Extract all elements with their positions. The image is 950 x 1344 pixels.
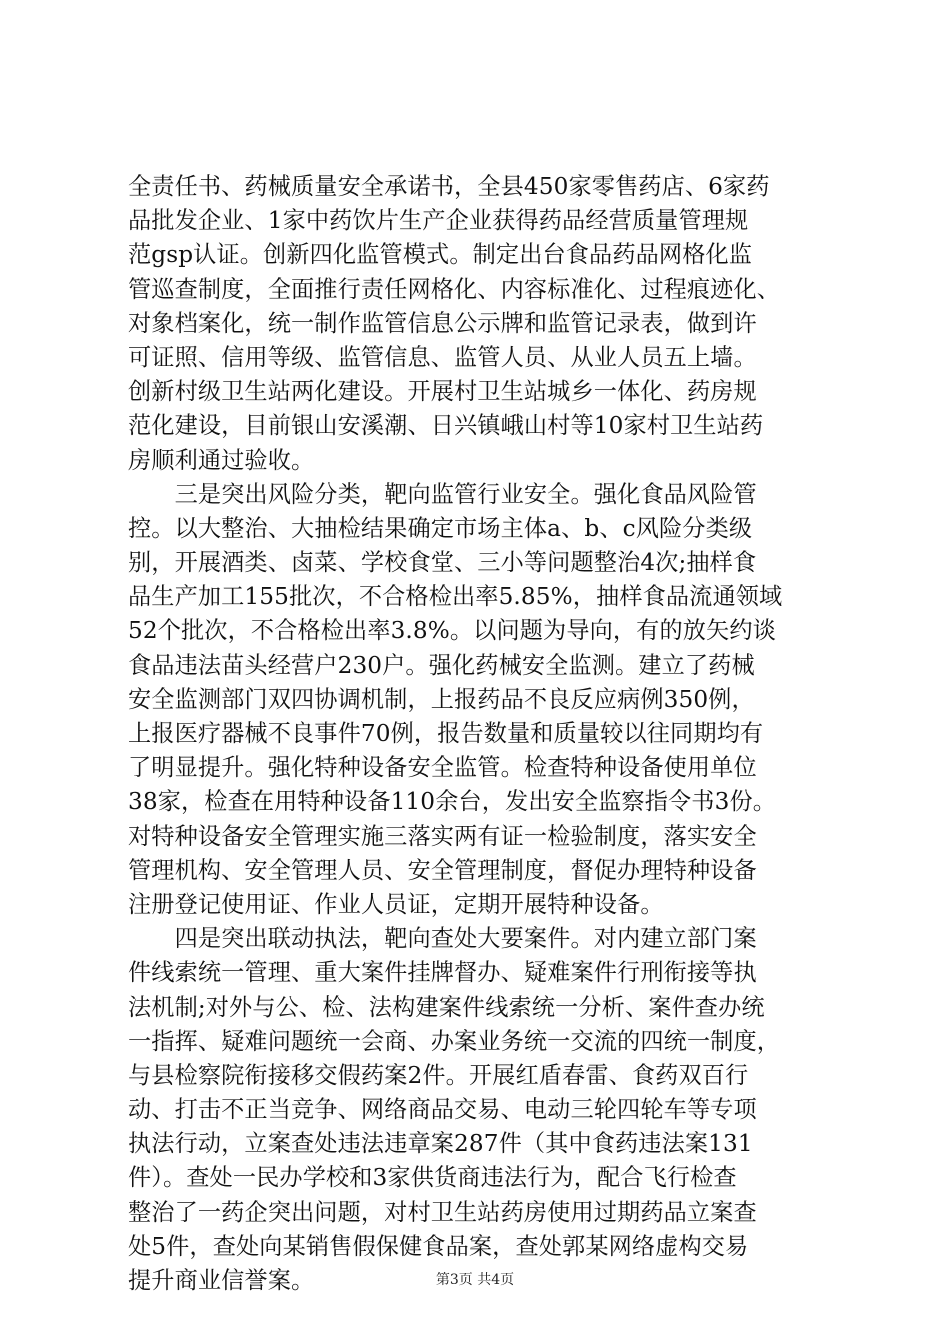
text-line: 与县检察院衔接移交假药案2件。开展红盾春雷、食药双百行 — [128, 1061, 749, 1089]
text-line: 动、打击不正当竞争、网络商品交易、电动三轮四轮车等专项 — [128, 1096, 757, 1124]
text-line: 食品违法苗头经营户230户。强化药械安全监测。建立了药械 — [128, 651, 755, 679]
text-line: 安全监测部门双四协调机制，上报药品不良反应病例350例， — [128, 685, 755, 713]
body-text — [128, 170, 828, 1298]
text-line: 范化建设，目前银山安溪潮、日兴镇峨山村等10家村卫生站药 — [128, 412, 764, 440]
text-line: 了明显提升。强化特种设备安全监管。检查特种设备使用单位 — [128, 754, 757, 782]
text-line: 件线索统一管理、重大案件挂牌督办、疑难案件行刑衔接等执 — [128, 959, 757, 987]
text-line: 对特种设备安全管理实施三落实两有证一检验制度，落实安全 — [128, 822, 757, 850]
text-line: 别，开展酒类、卤菜、学校食堂、三小等问题整治4次;抽样食 — [128, 549, 757, 577]
text-line: 执法行动，立案查处违法违章案287件（其中食药违法案131 — [128, 1130, 753, 1158]
text-line: 可证照、信用等级、监管信息、监管人员、从业人员五上墙。 — [128, 343, 757, 371]
text-line: 四是突出联动执法，靶向查处大要案件。对内建立部门案 — [128, 925, 757, 953]
text-line: 注册登记使用证、作业人员证，定期开展特种设备。 — [128, 890, 664, 918]
text-line: 品生产加工155批次，不合格检出率5.85%，抽样食品流通领域 — [128, 583, 783, 611]
text-line: 范gsp认证。创新四化监管模式。制定出台食品药品网格化监 — [128, 241, 753, 269]
text-line: 52个批次，不合格检出率3.8%。以问题为导向，有的放矢约谈 — [128, 617, 776, 645]
text-line: 管理机构、安全管理人员、安全管理制度，督促办理特种设备 — [128, 856, 757, 884]
text-line: 件）。查处一民办学校和3家供货商违法行为，配合飞行检查 — [128, 1164, 737, 1192]
text-line: 整治了一药企突出问题，对村卫生站药房使用过期药品立案查 — [128, 1198, 757, 1226]
text-line: 全责任书、药械质量安全承诺书，全县450家零售药店、6家药 — [128, 173, 770, 200]
text-line: 38家，检查在用特种设备110余台，发出安全监察指令书3份。 — [128, 788, 777, 816]
text-line: 法机制;对外与公、检、法构建案件线索统一分析、案件查办统 — [128, 993, 765, 1021]
text-line: 品批发企业、1家中药饮片生产企业获得药品经营质量管理规 — [128, 207, 749, 235]
text-line: 上报医疗器械不良事件70例，报告数量和质量较以往同期均有 — [128, 720, 764, 747]
text-line: 管巡查制度，全面推行责任网格化、内容标准化、过程痕迹化、 — [128, 275, 781, 303]
text-line: 对象档案化，统一制作监管信息公示牌和监管记录表，做到许 — [128, 309, 757, 337]
text-line: 三是突出风险分类，靶向监管行业安全。强化食品风险管 — [128, 480, 757, 508]
text-line: 控。以大整治、大抽检结果确定市场主体a、b、c风险分类级 — [128, 514, 753, 542]
page-footer: 第3页 共4页 — [435, 1272, 515, 1288]
text-line: 处5件，查处向某销售假保健食品案，查处郭某网络虚构交易 — [128, 1232, 749, 1260]
text-line: 提升商业信誉案。 — [128, 1267, 315, 1294]
text-line: 创新村级卫生站两化建设。开展村卫生站城乡一体化、药房规 — [128, 378, 757, 406]
text-line: 一指挥、疑难问题统一会商、办案业务统一交流的四统一制度， — [128, 1027, 781, 1055]
text-line: 房顺利通过验收。 — [128, 446, 315, 474]
